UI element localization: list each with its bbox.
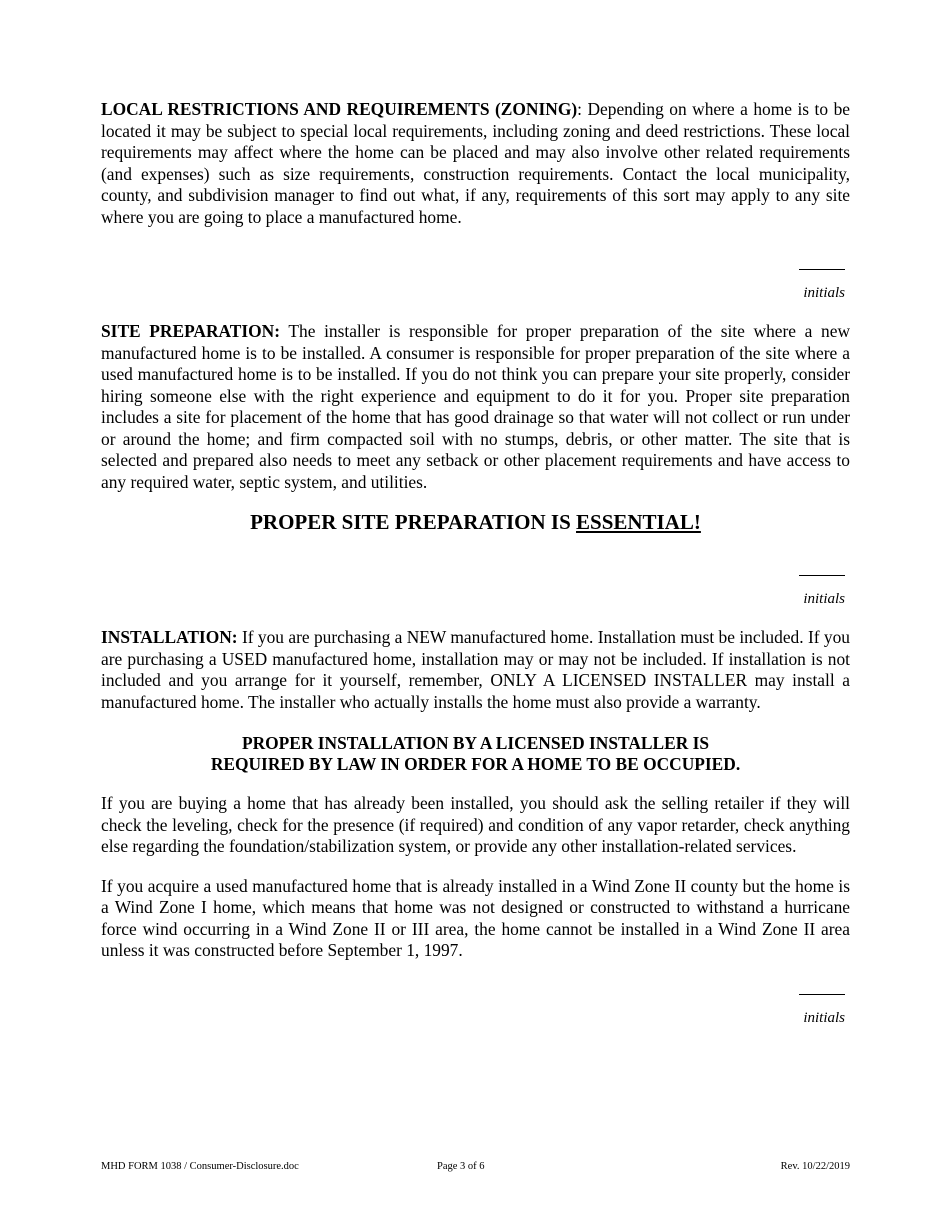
initials-field-installation[interactable]	[101, 982, 850, 1027]
footer-form-id: MHD FORM 1038 / Consumer-Disclosure.doc	[101, 1161, 299, 1172]
site-prep-paragraph	[101, 321, 850, 493]
installation-banner-line1: PROPER INSTALLATION BY A LICENSED INSTALLER IS	[241, 733, 710, 753]
site-prep-banner	[101, 509, 850, 535]
installation-body: If you are purchasing a NEW manufactured home. Installation must be included. If you are purchasing a USED manufactured home, installation may or may not be included. If installation is not included and you arrange for it yourself, remember, ONLY A LICENSED INSTALLER may install a manufactured home. The installer who actually installs the home must also provide a warranty.	[101, 627, 850, 712]
installation-banner-line2: REQUIRED BY LAW IN ORDER FOR A HOME TO BE OCCUPIED.	[210, 754, 741, 774]
document-page	[101, 99, 850, 1027]
initials-label: initials	[803, 591, 845, 607]
zoning-body: Depending on where a home is to be located it may be subject to special local requirements, including zoning and deed restrictions. These local requirements may affect where the home can be placed and may also involve other related requirements (and expenses) such as size requirements, construction requirements. Contact the local municipality, county, and subdivision manager to find out what, if any, requirements of this sort may apply to any site where you are going to place a manufactured home.	[101, 99, 850, 227]
installation-paragraph	[101, 627, 850, 713]
initials-label: initials	[803, 285, 845, 301]
footer-page-number: Page 3 of 6	[437, 1161, 485, 1172]
site-prep-heading: SITE PREPARATION:	[101, 321, 281, 341]
installation-heading: INSTALLATION:	[101, 627, 238, 647]
site-prep-banner-emphasis: ESSENTIAL!	[576, 510, 701, 534]
installation-paragraph-2: If you are buying a home that has already been installed, you should ask the selling retailer if they will check the leveling, check for the presence (if required) and condition of any vapor retarder, check anything else regarding the foundation/stabilization system, or provide any other installation-related services.	[101, 793, 850, 856]
initials-field-zoning[interactable]	[101, 257, 850, 302]
zoning-heading-suffix: :	[577, 99, 582, 119]
zoning-paragraph	[101, 99, 850, 228]
footer-revision: Rev. 10/22/2019	[780, 1161, 850, 1172]
site-prep-body: The installer is responsible for proper preparation of the site where a new manufactured home is to be installed. A consumer is responsible for proper preparation of the site where a used manufactured home is to be installed. If you do not think you can prepare your site properly, consider hiring someone else with the right experience and equipment to do it for you. Proper site preparation includes a site for placement of the home that has good drainage so that water will not collect or run under or around the home; and firm compacted soil with no stumps, debris, or other matter. The site that is selected and prepared also needs to meet any setback or other placement requirements and have access to any required water, septic system, and utilities.	[101, 321, 850, 492]
initials-line[interactable]	[799, 575, 845, 576]
initials-field-site-prep[interactable]	[101, 563, 850, 608]
initials-line[interactable]	[799, 994, 845, 995]
zoning-heading: LOCAL RESTRICTIONS AND REQUIREMENTS (ZONING)	[101, 99, 578, 119]
initials-line[interactable]	[799, 269, 845, 270]
initials-label: initials	[803, 1009, 845, 1026]
installation-banner	[101, 733, 850, 775]
installation-paragraph-3: If you acquire a used manufactured home that is already installed in a Wind Zone II county but the home is a Wind Zone I home, which means that home was not designed or constructed to withstand a hurricane force wind occurring in a Wind Zone II or III area, the home cannot be installed in a Wind Zone II area unless it was constructed before September 1, 1997.	[101, 875, 850, 960]
site-prep-banner-text: PROPER SITE PREPARATION IS	[250, 510, 577, 534]
